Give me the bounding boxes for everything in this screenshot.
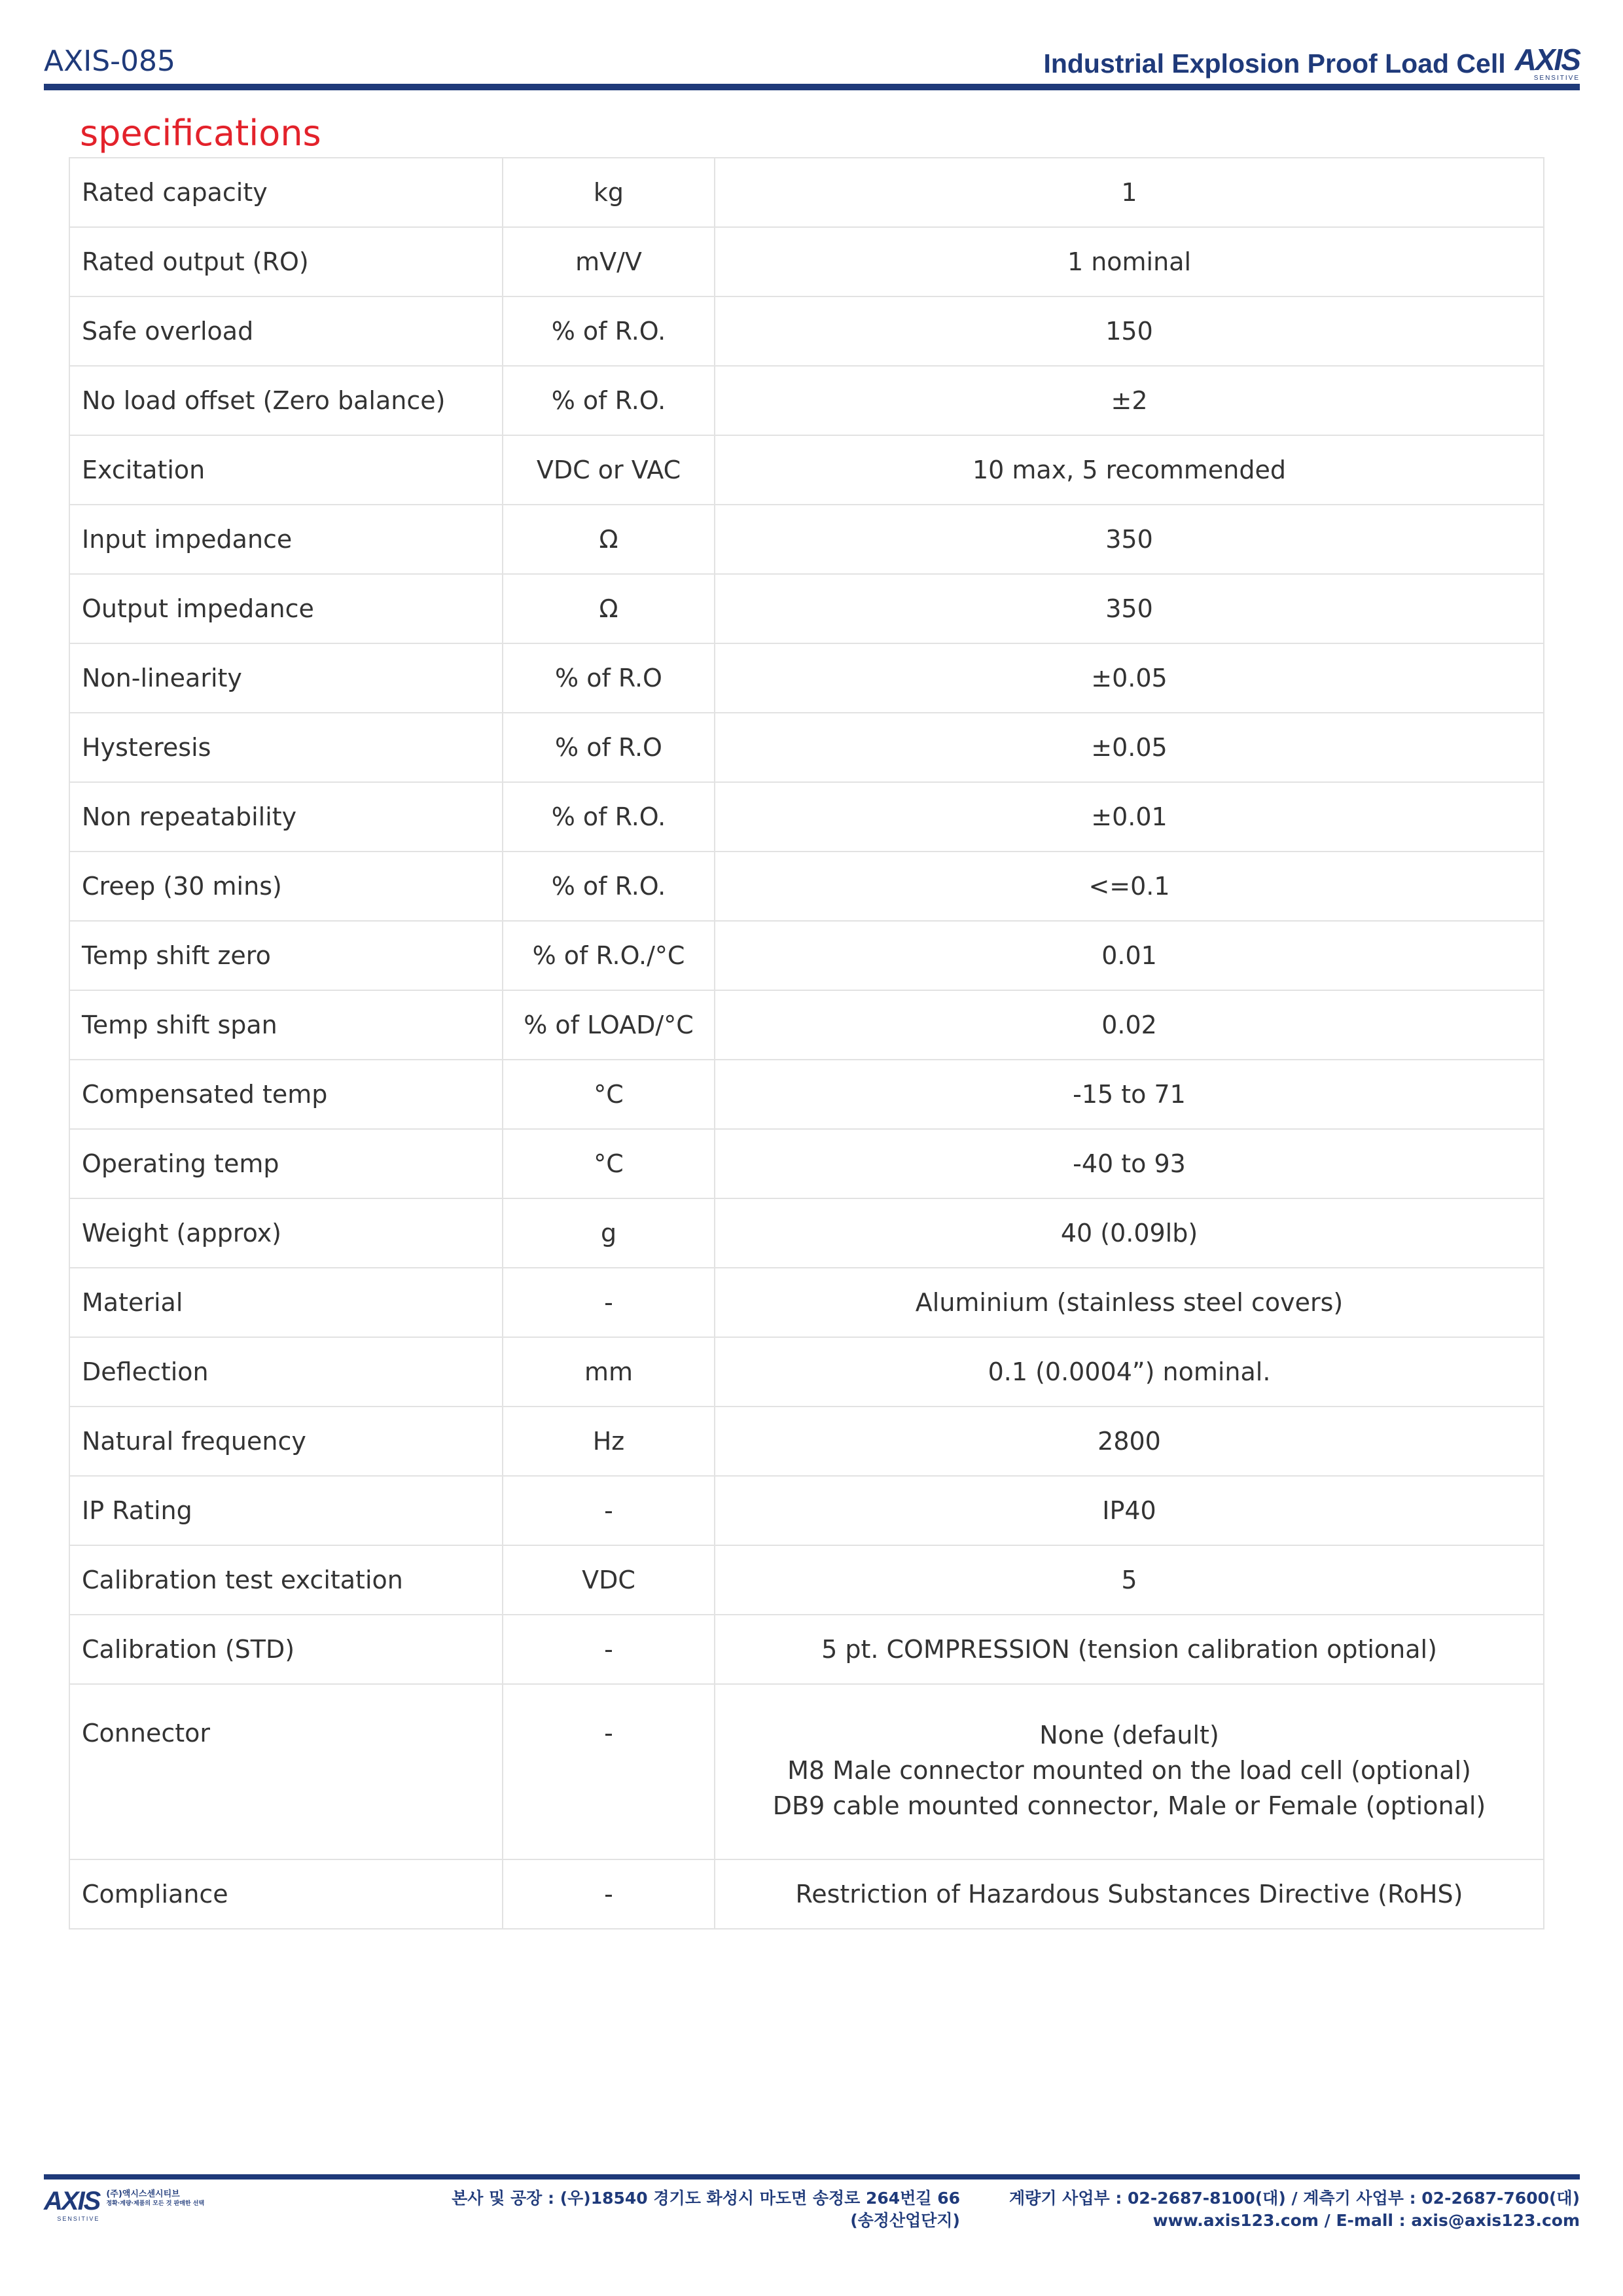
- spec-row: [69, 1615, 1544, 1684]
- spec-parameter: Safe overload: [69, 296, 503, 366]
- spec-value-line: 5: [1121, 1566, 1137, 1594]
- spec-unit: % of R.O.: [503, 296, 715, 366]
- spec-value: [715, 782, 1544, 852]
- spec-unit: Ω: [503, 574, 715, 643]
- spec-value: [715, 574, 1544, 643]
- spec-unit: -: [503, 1476, 715, 1545]
- spec-unit: kg: [503, 158, 715, 227]
- web-email-line: www.axis123.com / E-mall : axis@axis123.com: [1152, 2211, 1580, 2230]
- spec-parameter: Calibration (STD): [69, 1615, 503, 1684]
- address-line: (송정산업단지): [850, 2211, 960, 2230]
- spec-value-line: -15 to 71: [1073, 1080, 1186, 1109]
- spec-value-line: 2800: [1097, 1427, 1161, 1456]
- spec-value-line: Restriction of Hazardous Substances Directive (RoHS): [795, 1880, 1463, 1909]
- spec-parameter: Calibration test excitation: [69, 1545, 503, 1615]
- footer-logo-wordmark: AXIS: [44, 2187, 100, 2215]
- spec-row: [69, 713, 1544, 782]
- spec-value: [715, 366, 1544, 435]
- company-contact: [1009, 2187, 1580, 2232]
- spec-value-line: IP40: [1102, 1496, 1156, 1525]
- spec-unit: g: [503, 1198, 715, 1268]
- spec-value: [715, 852, 1544, 921]
- spec-parameter: Material: [69, 1268, 503, 1337]
- spec-row: [69, 782, 1544, 852]
- spec-value: [715, 1859, 1544, 1929]
- spec-parameter: Compliance: [69, 1859, 503, 1929]
- spec-row: [69, 435, 1544, 505]
- spec-value: [715, 1268, 1544, 1337]
- spec-value-line: M8 Male connector mounted on the load cell (optional): [787, 1756, 1471, 1785]
- header-title-group: [1043, 45, 1580, 82]
- spec-value-line: 1 nominal: [1067, 247, 1192, 276]
- spec-value-line: <=0.1: [1088, 872, 1170, 901]
- spec-value: [715, 158, 1544, 227]
- spec-row: [69, 1684, 1544, 1859]
- spec-value-line: DB9 cable mounted connector, Male or Female (optional): [772, 1791, 1486, 1820]
- spec-parameter: Compensated temp: [69, 1060, 503, 1129]
- footer-logo: [44, 2187, 204, 2223]
- spec-parameter: Hysteresis: [69, 713, 503, 782]
- spec-value: [715, 1337, 1544, 1407]
- spec-row: [69, 1198, 1544, 1268]
- spec-value-line: 0.01: [1101, 941, 1157, 970]
- spec-unit: VDC: [503, 1545, 715, 1615]
- spec-value: [715, 227, 1544, 296]
- header-divider: [44, 84, 1580, 90]
- spec-value: [715, 1198, 1544, 1268]
- spec-row: [69, 1337, 1544, 1407]
- spec-unit: % of R.O: [503, 713, 715, 782]
- spec-parameter: Rated output (RO): [69, 227, 503, 296]
- spec-value-line: -40 to 93: [1073, 1149, 1186, 1178]
- spec-value-line: 1: [1121, 178, 1137, 207]
- spec-value: [715, 990, 1544, 1060]
- spec-value: [715, 435, 1544, 505]
- spec-parameter: Natural frequency: [69, 1407, 503, 1476]
- spec-value: [715, 1615, 1544, 1684]
- spec-value-line: 350: [1105, 594, 1153, 623]
- spec-unit: % of LOAD/°C: [503, 990, 715, 1060]
- spec-parameter: IP Rating: [69, 1476, 503, 1545]
- spec-value-line: 5 pt. COMPRESSION (tension calibration optional): [821, 1635, 1437, 1664]
- company-name: (주)액시스센시티브: [106, 2189, 180, 2199]
- spec-unit: % of R.O.: [503, 852, 715, 921]
- spec-unit: °C: [503, 1129, 715, 1198]
- spec-value: [715, 505, 1544, 574]
- spec-unit: -: [503, 1268, 715, 1337]
- footer-axis-logo: [44, 2187, 99, 2223]
- spec-unit: % of R.O: [503, 643, 715, 713]
- company-motto: 정확·계량·제품의 모든 것 판매한 선택: [106, 2200, 205, 2207]
- footer-logo-tagline: SENSITIVE: [57, 2215, 100, 2222]
- spec-row: [69, 1476, 1544, 1545]
- spec-row: [69, 366, 1544, 435]
- spec-parameter: Temp shift zero: [69, 921, 503, 990]
- spec-parameter: Deflection: [69, 1337, 503, 1407]
- document-title: Industrial Explosion Proof Load Cell: [1043, 48, 1506, 79]
- spec-parameter: Creep (30 mins): [69, 852, 503, 921]
- spec-unit: Ω: [503, 505, 715, 574]
- spec-row: [69, 990, 1544, 1060]
- spec-row: [69, 1268, 1544, 1337]
- spec-value: [715, 1407, 1544, 1476]
- spec-row: [69, 921, 1544, 990]
- section-title: specifications: [80, 113, 321, 154]
- spec-value-line: ±2: [1111, 386, 1148, 415]
- spec-unit: °C: [503, 1060, 715, 1129]
- spec-parameter: Output impedance: [69, 574, 503, 643]
- spec-value: [715, 1545, 1544, 1615]
- spec-parameter: Input impedance: [69, 505, 503, 574]
- spec-row: [69, 227, 1544, 296]
- spec-value: [715, 1476, 1544, 1545]
- spec-value: [715, 921, 1544, 990]
- spec-parameter: Non-linearity: [69, 643, 503, 713]
- spec-value-line: Aluminium (stainless steel covers): [915, 1288, 1344, 1317]
- spec-unit: Hz: [503, 1407, 715, 1476]
- logo-wordmark: AXIS: [1514, 43, 1580, 77]
- spec-parameter: No load offset (Zero balance): [69, 366, 503, 435]
- spec-value: [715, 1129, 1544, 1198]
- logo-tagline: SENSITIVE: [1533, 75, 1580, 82]
- spec-value-line: ±0.01: [1091, 802, 1168, 831]
- spec-parameter: Rated capacity: [69, 158, 503, 227]
- spec-row: [69, 1859, 1544, 1929]
- spec-row: [69, 1545, 1544, 1615]
- spec-table: [69, 157, 1544, 1929]
- spec-value: [715, 1060, 1544, 1129]
- spec-row: [69, 1129, 1544, 1198]
- spec-parameter: Excitation: [69, 435, 503, 505]
- spec-row: [69, 852, 1544, 921]
- spec-value-line: 150: [1105, 317, 1153, 346]
- spec-unit: mm: [503, 1337, 715, 1407]
- model-number: AXIS-085: [44, 45, 176, 78]
- spec-value: [715, 643, 1544, 713]
- spec-value-line: ±0.05: [1091, 664, 1168, 692]
- spec-row: [69, 158, 1544, 227]
- spec-value-line: 10 max, 5 recommended: [972, 456, 1287, 484]
- spec-unit: % of R.O.: [503, 782, 715, 852]
- spec-parameter: Connector: [69, 1684, 503, 1859]
- spec-row: [69, 296, 1544, 366]
- spec-value: [715, 296, 1544, 366]
- spec-value: [715, 713, 1544, 782]
- spec-unit: mV/V: [503, 227, 715, 296]
- spec-parameter: Non repeatability: [69, 782, 503, 852]
- spec-parameter: Temp shift span: [69, 990, 503, 1060]
- spec-value-line: ±0.05: [1091, 733, 1168, 762]
- spec-unit: % of R.O./°C: [503, 921, 715, 990]
- page-footer: [44, 2187, 1580, 2240]
- company-address: [437, 2187, 960, 2232]
- phone-line: 계량기 사업부 : 02-2687-8100(대) / 계측기 사업부 : 02-2687-7600(대): [1009, 2189, 1580, 2208]
- spec-row: [69, 574, 1544, 643]
- address-line: 본사 및 공장 : (우)18540 경기도 화성시 마도면 송정로 264번길 66: [452, 2189, 960, 2208]
- spec-unit: % of R.O.: [503, 366, 715, 435]
- spec-value-line: None (default): [1039, 1721, 1219, 1749]
- company-block: [106, 2189, 204, 2208]
- spec-row: [69, 643, 1544, 713]
- spec-table-body: [69, 158, 1544, 1929]
- spec-parameter: Operating temp: [69, 1129, 503, 1198]
- spec-unit: -: [503, 1615, 715, 1684]
- spec-value-line: 0.02: [1101, 1011, 1157, 1039]
- spec-parameter: Weight (approx): [69, 1198, 503, 1268]
- spec-value: [715, 1684, 1544, 1859]
- spec-unit: -: [503, 1859, 715, 1929]
- spec-value-line: 350: [1105, 525, 1153, 554]
- spec-unit: VDC or VAC: [503, 435, 715, 505]
- spec-value-line: 0.1 (0.0004”) nominal.: [988, 1357, 1271, 1386]
- spec-row: [69, 1407, 1544, 1476]
- spec-value-line: 40 (0.09lb): [1060, 1219, 1198, 1247]
- spec-row: [69, 1060, 1544, 1129]
- spec-row: [69, 505, 1544, 574]
- footer-divider: [44, 2174, 1580, 2179]
- spec-unit: -: [503, 1684, 715, 1859]
- axis-logo: [1515, 45, 1580, 82]
